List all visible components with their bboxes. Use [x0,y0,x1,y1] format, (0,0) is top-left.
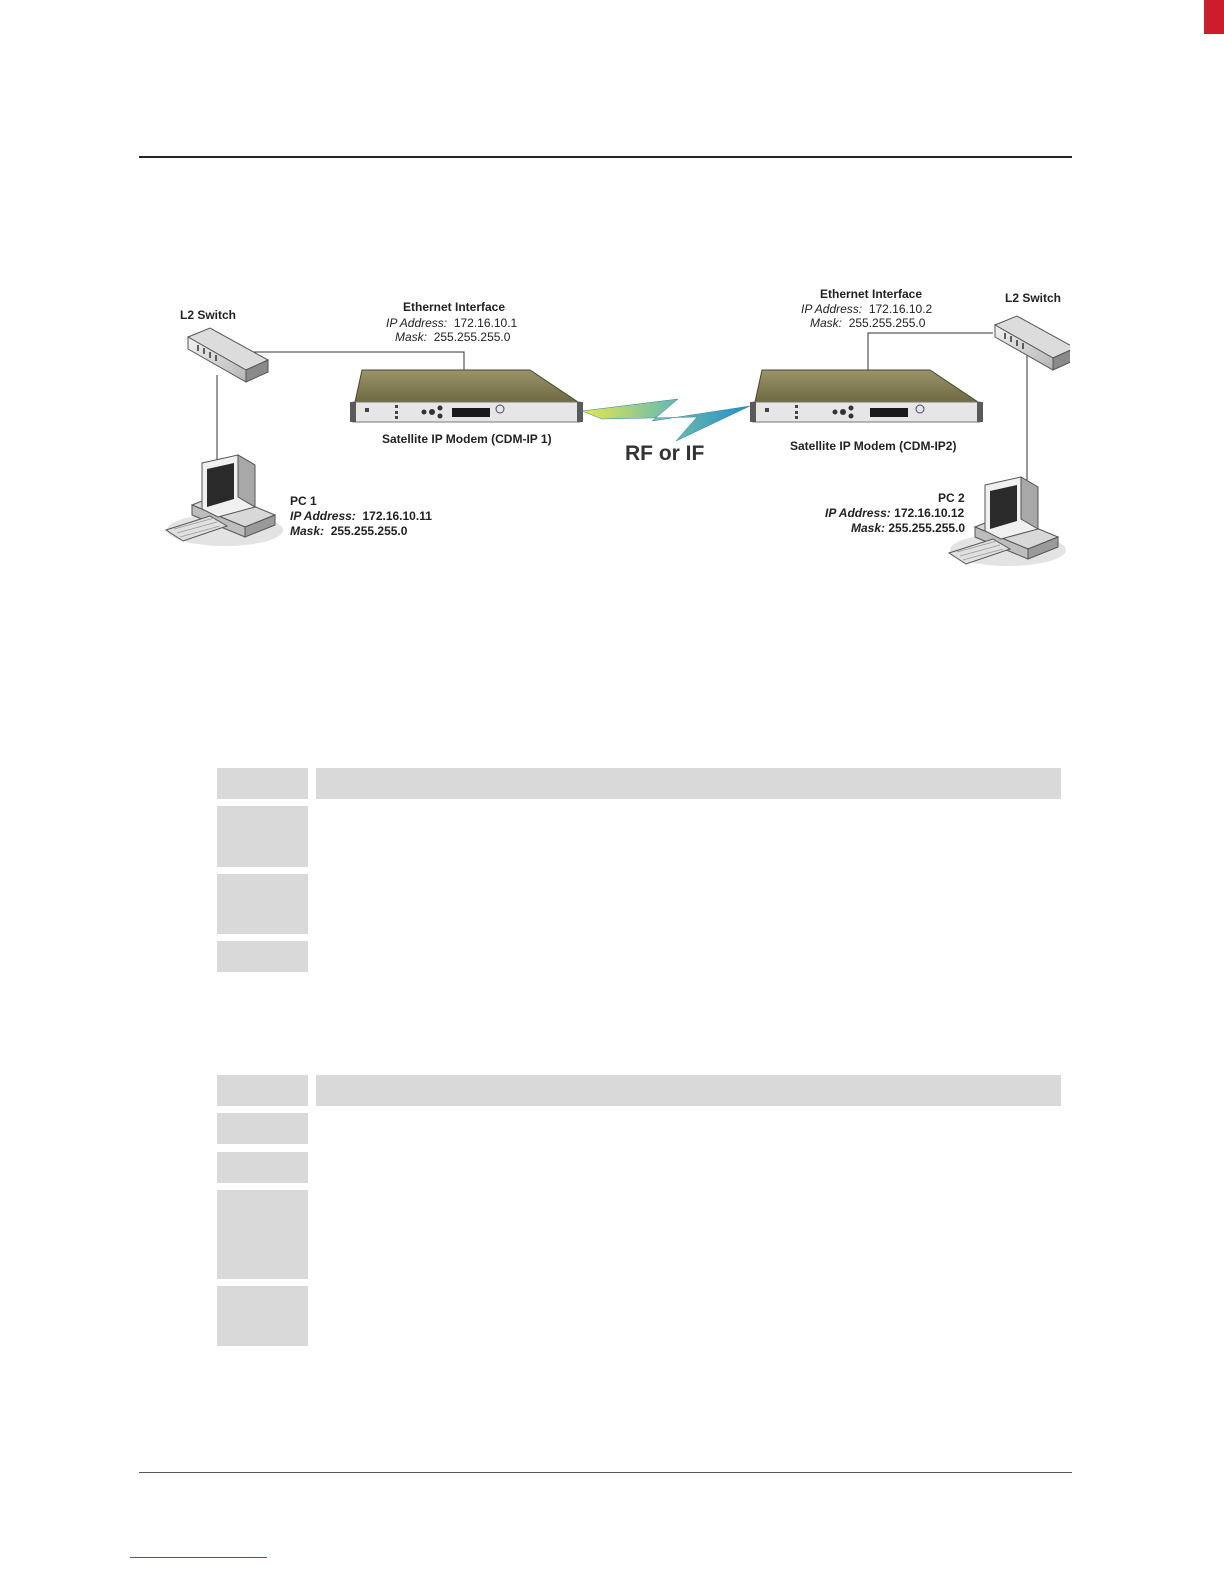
pc2-computer-icon [949,477,1066,566]
right-modem-label: Satellite IP Modem (CDM-IP2) [790,439,957,453]
table-1-row-label [217,941,308,972]
table-2-row-label [217,1190,308,1279]
pc2-ip: IP Address: 172.16.10.12 [825,506,965,520]
table-2-row-label [217,1152,308,1183]
table-1-header-cell-left [217,768,308,799]
left-switch-icon [188,328,268,382]
rf-link-bolt [582,399,750,441]
rf-link-label: RF or IF [625,442,705,465]
left-eth-mask: Mask: 255.255.255.0 [395,330,511,344]
table-2-row-label [217,1113,308,1144]
footer-link-underline[interactable] [130,1557,267,1558]
table-1-row-label [217,806,308,867]
right-modem-icon [750,370,983,422]
network-diagram [150,275,1070,605]
right-eth-ip: IP Address: 172.16.10.2 [801,302,933,316]
page-edge-tab [1204,0,1224,34]
pc1-title: PC 1 [290,494,317,508]
pc2-mask: Mask: 255.255.255.0 [851,521,966,535]
left-switch-label: L2 Switch [180,308,237,322]
right-eth-mask: Mask: 255.255.255.0 [810,316,926,330]
footer-rule [139,1472,1072,1473]
pc1-mask: Mask: 255.255.255.0 [290,524,408,538]
header-rule [139,156,1072,158]
left-modem-label: Satellite IP Modem (CDM-IP 1) [382,432,552,446]
left-eth-ip: IP Address: 172.16.10.1 [386,316,518,330]
left-modem-icon [350,370,583,422]
table-2-header-cell-left [217,1075,308,1106]
table-2-header-cell-right [316,1075,1061,1106]
right-switch-label: L2 Switch [1005,291,1062,305]
left-eth-title: Ethernet Interface [403,300,506,314]
table-1-row-label [217,874,308,934]
table-1-header-cell-right [316,768,1061,799]
pc1-computer-icon [166,455,283,546]
table-2-row-label [217,1286,308,1346]
right-eth-title: Ethernet Interface [820,287,923,301]
pc1-ip: IP Address: 172.16.10.11 [290,509,432,523]
pc2-title: PC 2 [938,491,965,505]
table-2 [217,1075,1062,1347]
right-switch-icon [995,316,1070,370]
table-1 [217,768,1062,973]
